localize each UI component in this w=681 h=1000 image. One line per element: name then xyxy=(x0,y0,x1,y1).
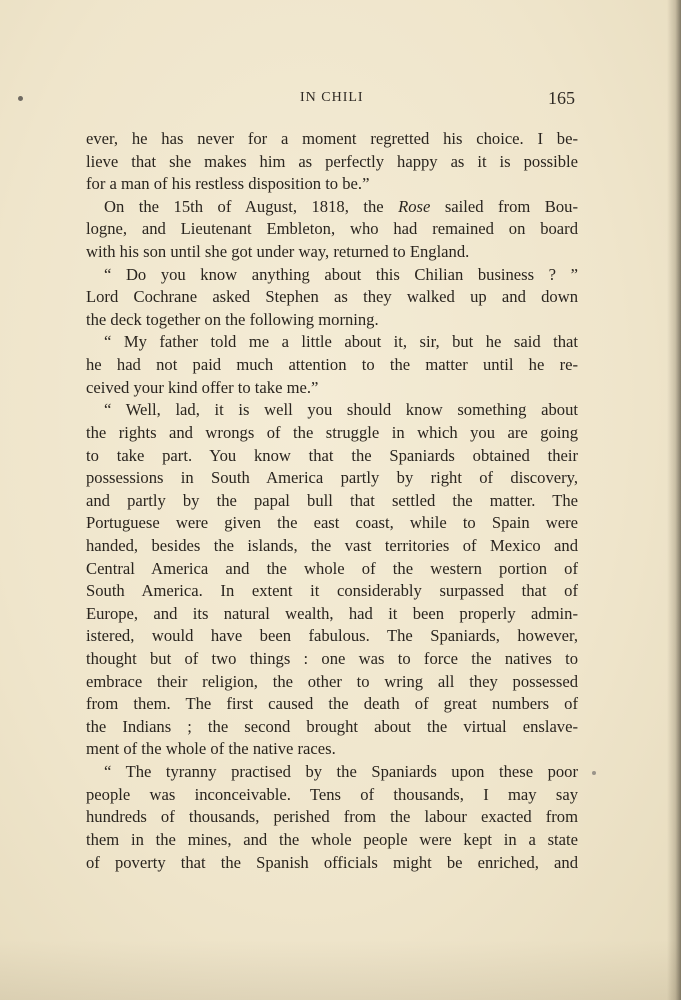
text-line: and partly by the papal bull that settled the matter. The xyxy=(86,490,578,510)
text-line: lieve that she makes him as perfectly happy as it is possible xyxy=(86,151,578,171)
text-line: ment of the whole of the native races. xyxy=(86,739,336,759)
text-line: South America. In extent it considerably surpassed that of xyxy=(86,581,578,601)
text-line: the deck together on the following morning. xyxy=(86,309,379,329)
text-line: the Indians ; the second brought about the virtual enslave- xyxy=(86,716,578,736)
text-line: logne, and Lieutenant Embleton, who had remained on board xyxy=(86,219,578,239)
text-line: istered, would have been fabulous. The Spaniards, however, xyxy=(86,626,578,646)
page-bottom-shade xyxy=(0,940,681,1000)
text-line: the rights and wrongs of the struggle in which you are going xyxy=(86,422,578,442)
page-fold-shadow xyxy=(667,0,681,1000)
text-line: “ The tyranny practised by the Spaniards upon these poor xyxy=(104,762,578,782)
text-line: “ My father told me a little about it, sir, but he said that xyxy=(104,332,578,352)
ink-speck xyxy=(18,96,23,101)
text-line: possessions in South America partly by right of discovery, xyxy=(86,468,578,488)
text-line: from them. The first caused the death of great numbers of xyxy=(86,694,578,714)
ship-name: Rose xyxy=(398,196,431,216)
body-text xyxy=(86,128,578,874)
text-line: “ Well, lad, it is well you should know something about xyxy=(104,400,578,420)
text-line: for a man of his restless disposition to be.” xyxy=(86,174,370,194)
text-line: embrace their religion, the other to wring all they possessed xyxy=(86,671,578,691)
text-line: Portuguese were given the east coast, while to Spain were xyxy=(86,513,578,533)
text-line: handed, besides the islands, the vast territories of Mexico and xyxy=(86,535,578,555)
text-line: Europe, and its natural wealth, had it been properly admin- xyxy=(86,603,578,623)
running-head: IN CHILI xyxy=(300,90,364,105)
text-line: Lord Cochrane asked Stephen as they walked up and down xyxy=(86,287,578,307)
text-line: of poverty that the Spanish officials might be enriched, and xyxy=(86,852,578,872)
text-line: people was inconceivable. Tens of thousands, I may say xyxy=(86,784,578,804)
text-line: On the 15th of August, 1818, the Rose sailed from Bou- xyxy=(104,196,578,216)
text-line: he had not paid much attention to the matter until he re- xyxy=(86,355,578,375)
text-line: thought but of two things : one was to force the natives to xyxy=(86,649,578,669)
text-line: with his son until she got under way, returned to England. xyxy=(86,242,470,262)
text-line: ever, he has never for a moment regretted his choice. I be- xyxy=(86,129,578,148)
text-line: ceived your kind offer to take me.” xyxy=(86,377,319,397)
text-line: hundreds of thousands, perished from the labour exacted from xyxy=(86,807,578,827)
text-line: to take part. You know that the Spaniards obtained their xyxy=(86,445,578,465)
text-line: “ Do you know anything about this Chilian business ? ” xyxy=(104,264,578,284)
page-number: 165 xyxy=(548,88,575,108)
text-line: them in the mines, and the whole people were kept in a state xyxy=(86,829,578,849)
ink-speck xyxy=(592,771,596,775)
text-line: Central America and the whole of the western portion of xyxy=(86,558,578,578)
